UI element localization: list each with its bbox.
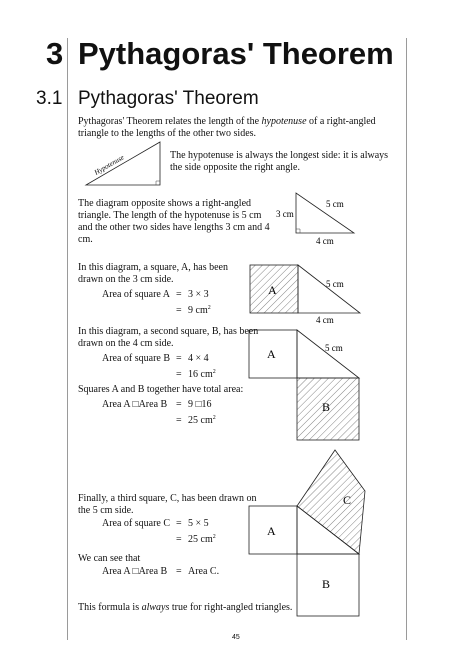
calc-c-label: Area of square C — [102, 518, 171, 529]
total-area-text: Squares A and B together have total area: — [78, 384, 244, 395]
side-c-label: 5 cm — [326, 199, 344, 209]
calc-b-equals-2: = — [176, 369, 182, 380]
calc-a-equals-2: = — [176, 305, 182, 316]
calc-ab-result: 25 $cm^2$ — [188, 415, 216, 426]
calc-ab-expr: 9 □16 — [188, 399, 212, 410]
square-a-label-3: A — [267, 524, 276, 538]
hypotenuse-note: The hypotenuse is always the longest side: it is always the side opposite the right angle. — [170, 150, 389, 173]
page-margin-line-right — [406, 38, 407, 640]
relation-equals: = — [176, 566, 182, 577]
hypotenuse-emphasis: hypotenuse — [261, 116, 307, 127]
side-c-label-3: 5 cm — [325, 343, 343, 353]
square-a-label-2: A — [267, 347, 276, 361]
square-a-diagram — [246, 260, 364, 326]
relation-left: Area A □Area B — [102, 566, 168, 577]
side-a-label: 3 cm — [276, 209, 294, 219]
calc-ab-equals-2: = — [176, 415, 182, 426]
hypotenuse-triangle-diagram — [82, 138, 164, 190]
calc-c-result: 25 $cm^2$ — [188, 534, 216, 545]
hypotenuse-label: Hypotenuse — [93, 153, 126, 177]
section-title: Pythagoras' Theorem — [78, 88, 259, 109]
chapter-title: Pythagoras' Theorem — [78, 36, 394, 71]
intro-paragraph: Pythagoras' Theorem relates the length of the hypotenuse of a right-angled triangle to the lengths of the other two sides. — [78, 116, 376, 139]
calc-b-equals-1: = — [176, 353, 182, 364]
calc-ab-label: Area A □Area B — [102, 399, 168, 410]
squares-a-b-diagram — [246, 326, 364, 442]
square-b-paragraph: In this diagram, a second square, B, has been drawn on the 4 cm side. — [78, 326, 259, 349]
triangle-3-4-5-diagram — [272, 190, 362, 250]
calc-a-result: 9 $cm^2$ — [188, 305, 211, 316]
page-number: 45 — [232, 634, 240, 641]
example-paragraph: The diagram opposite shows a right-angled triangle. The length of the hypotenuse is 5 cm and the other two sides have lengths 3 cm and 4 cm. — [78, 198, 270, 245]
see-text: We can see that — [78, 553, 141, 564]
page-margin-line — [67, 38, 68, 640]
calc-c-equals-2: = — [176, 534, 182, 545]
always-emphasis: always — [141, 602, 170, 613]
calc-ab-equals-1: = — [176, 399, 182, 410]
relation-right: Area C. — [188, 566, 220, 577]
square-b-label-2: B — [322, 577, 331, 591]
calc-a-label: Area of square A — [102, 289, 171, 300]
side-b-label-2: 4 cm — [316, 315, 334, 325]
square-c-label: C — [343, 493, 352, 507]
calc-c-equals-1: = — [176, 518, 182, 529]
calc-c-expr: 5 × 5 — [188, 518, 209, 529]
calc-b-expr: 4 × 4 — [188, 353, 209, 364]
section-number: 3.1 — [36, 88, 63, 109]
calc-b-result: 16 $cm^2$ — [188, 369, 216, 380]
calc-a-equals-1: = — [176, 289, 182, 300]
squares-a-b-c-diagram — [246, 446, 366, 622]
square-a-label: A — [268, 283, 277, 297]
square-c-paragraph: Finally, a third square, C, has been drawn on the 5 cm side. — [78, 493, 257, 516]
calc-b-label: Area of square B — [102, 353, 171, 364]
chapter-number: 3 — [46, 36, 64, 71]
calc-a-expr: 3 × 3 — [188, 289, 209, 300]
side-c-label-2: 5 cm — [326, 279, 344, 289]
square-a-paragraph: In this diagram, a square, A, has been drawn on the 3 cm side. — [78, 262, 228, 285]
final-statement: This formula is always true for right-angled triangles. — [78, 602, 293, 613]
square-b-label: B — [322, 400, 331, 414]
side-b-label: 4 cm — [316, 236, 334, 246]
